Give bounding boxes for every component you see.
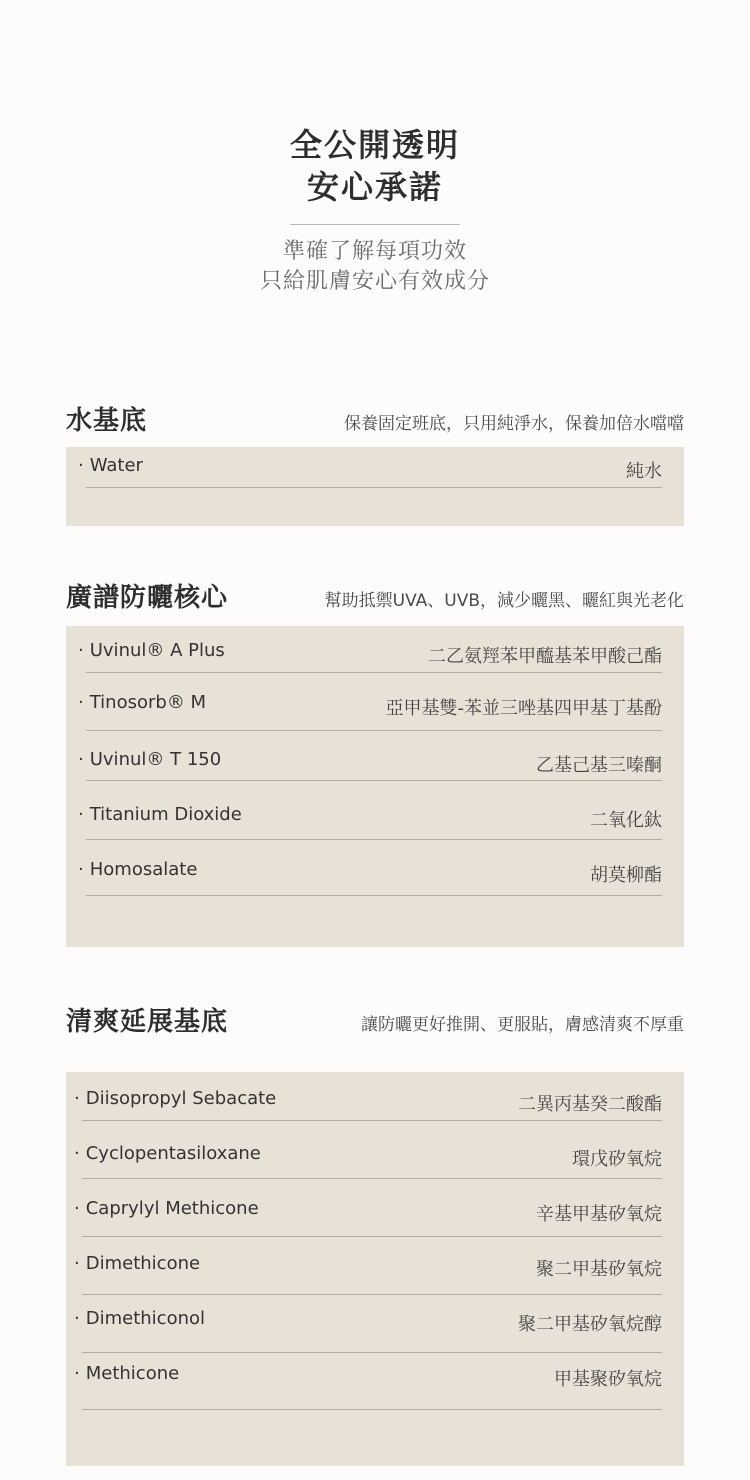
hero-title-line1: 全公開透明 — [289, 126, 460, 164]
ingredient-english-name: · Cyclopentasiloxane — [82, 1143, 261, 1164]
ingredient-row — [82, 1245, 662, 1295]
ingredient-english-name: · Uvinul® A Plus — [86, 640, 225, 661]
ingredient-chinese-name: 純水 — [626, 461, 662, 482]
section-title: 水基底 — [66, 406, 148, 436]
ingredient-english-name: · Methicone — [82, 1363, 179, 1384]
ingredient-row — [86, 684, 662, 731]
ingredient-english-name: · Titanium Dioxide — [86, 804, 242, 825]
section-description: 讓防曬更好推開、更服貼，膚感清爽不厚重 — [361, 1015, 684, 1035]
ingredient-panel-sunscreen-core — [66, 626, 684, 947]
hero-title-line2: 安心承諾 — [306, 168, 443, 206]
hero-subtitle-line1: 準確了解每項功效 — [282, 239, 467, 264]
ingredient-english-name: · Uvinul® T 150 — [86, 749, 221, 770]
ingredient-english-name: · Homosalate — [86, 859, 197, 880]
ingredient-english-name: · Dimethiconol — [82, 1308, 205, 1329]
ingredient-row — [86, 447, 662, 488]
ingredient-chinese-name: 辛基甲基矽氧烷 — [536, 1204, 662, 1225]
ingredient-english-name: · Diisopropyl Sebacate — [82, 1088, 276, 1109]
ingredient-english-name: · Caprylyl Methicone — [82, 1198, 259, 1219]
section-header-sunscreen-core — [66, 577, 684, 614]
ingredient-english-name: · Dimethicone — [82, 1253, 200, 1274]
section-description: 保養固定班底，只用純淨水，保養加倍水噹噹 — [344, 414, 684, 434]
ingredient-chinese-name: 乙基己基三嗪酮 — [536, 755, 662, 776]
ingredient-row — [82, 1080, 662, 1121]
ingredient-row — [82, 1190, 662, 1237]
ingredient-chinese-name: 胡莫柳酯 — [590, 865, 662, 886]
ingredient-chinese-name: 聚二甲基矽氧烷醇 — [518, 1314, 662, 1335]
hero — [0, 124, 750, 297]
ingredient-panel-water-base — [66, 447, 684, 526]
ingredient-row — [86, 741, 662, 781]
ingredient-english-name: · Water — [86, 455, 143, 476]
ingredient-chinese-name: 聚二甲基矽氧烷 — [536, 1259, 662, 1280]
ingredient-english-name: · Tinosorb® M — [86, 692, 206, 713]
section-description: 幫助抵禦UVA、UVB，減少曬黑、曬紅與光老化 — [324, 591, 684, 611]
ingredient-chinese-name: 二氧化鈦 — [590, 810, 662, 831]
ingredient-row — [86, 632, 662, 673]
ingredient-row — [86, 851, 662, 896]
section-title: 清爽延展基底 — [66, 1007, 229, 1037]
section-title: 廣譜防曬核心 — [66, 583, 229, 613]
ingredient-chinese-name: 二乙氨羥苯甲醯基苯甲酸己酯 — [428, 646, 662, 667]
hero-divider — [290, 224, 460, 225]
ingredient-chinese-name: 環戊矽氧烷 — [572, 1149, 662, 1170]
ingredient-row — [82, 1135, 662, 1179]
ingredient-row — [82, 1300, 662, 1353]
section-header-spreadable-base — [66, 1001, 684, 1038]
ingredient-chinese-name: 甲基聚矽氧烷 — [554, 1369, 662, 1390]
ingredient-chinese-name: 亞甲基雙-苯並三唑基四甲基丁基酚 — [385, 698, 662, 719]
ingredient-panel-spreadable-base — [66, 1072, 684, 1466]
section-header-water-base — [66, 400, 684, 437]
hero-subtitle-line2: 只給肌膚安心有效成分 — [259, 269, 490, 294]
ingredient-chinese-name: 二異丙基癸二酸酯 — [518, 1094, 662, 1115]
ingredient-row — [82, 1355, 662, 1410]
ingredient-row — [86, 796, 662, 840]
